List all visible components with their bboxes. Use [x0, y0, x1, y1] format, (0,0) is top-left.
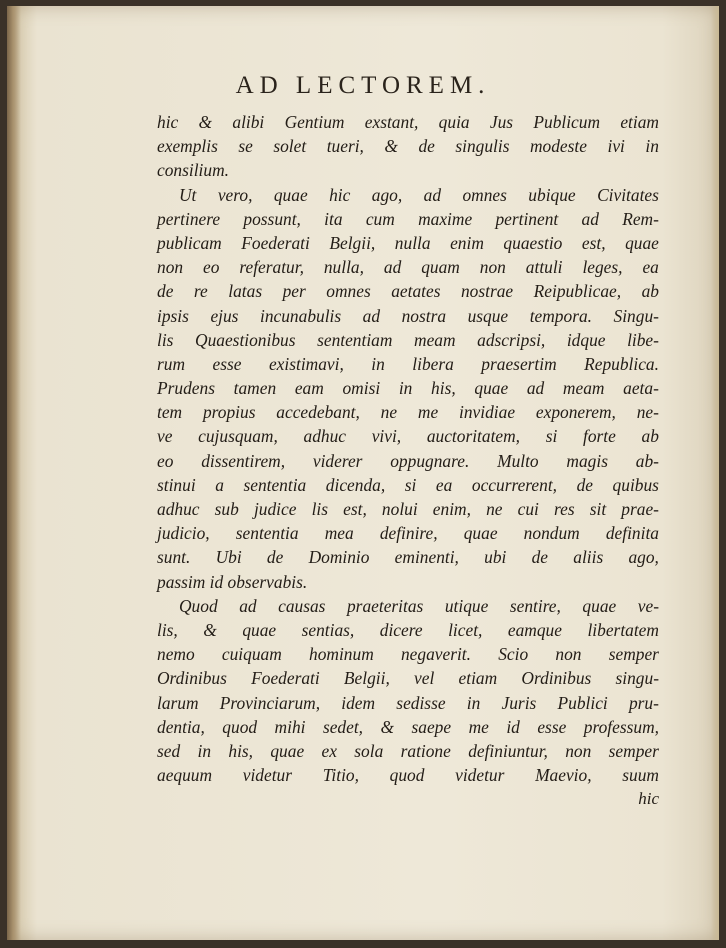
word: maxime: [418, 208, 473, 229]
word: nulla: [394, 232, 431, 253]
word: re: [193, 281, 208, 302]
word: hic: [329, 184, 351, 205]
word: Scio: [498, 644, 529, 665]
catchword: hic: [638, 789, 659, 809]
word: in: [371, 353, 385, 374]
word: adhuc: [303, 426, 347, 447]
word: sunt.: [157, 547, 191, 568]
page-edge: [711, 6, 719, 940]
word: ad: [362, 305, 381, 326]
word: sentire,: [509, 595, 561, 616]
word: esse: [537, 716, 567, 737]
word: etiam: [620, 112, 659, 132]
word: mihi: [274, 716, 306, 737]
word: videtur: [242, 765, 293, 786]
text-line: [157, 255, 659, 279]
word: quae: [463, 523, 498, 544]
text-line: [157, 424, 659, 448]
word: attuli: [525, 257, 563, 278]
word: cui: [517, 499, 539, 519]
word: ex: [321, 740, 337, 761]
word: causas: [278, 595, 326, 616]
word: de: [157, 281, 174, 302]
word: definiuntur,: [468, 740, 548, 761]
text-line: [157, 473, 659, 497]
word: res: [554, 499, 575, 519]
word: est,: [343, 499, 367, 519]
word: sed: [157, 740, 181, 761]
word: oppugnare.: [390, 450, 470, 471]
text-line: [157, 207, 659, 231]
word: modeste: [529, 136, 587, 157]
word: &: [380, 716, 395, 737]
text-line: [157, 376, 659, 400]
word: &: [384, 136, 398, 157]
word: sententia: [235, 523, 299, 544]
word: est,: [581, 232, 606, 253]
word: ratione: [400, 740, 451, 761]
word: nemo: [157, 644, 195, 665]
text-line: [157, 594, 659, 618]
word: Belgii,: [343, 668, 390, 689]
word: sit: [589, 499, 607, 519]
word: existimavi,: [268, 353, 344, 374]
text-line: [157, 618, 659, 642]
word: magis: [566, 450, 608, 471]
word: ubi: [484, 547, 507, 568]
word: singulis: [455, 136, 510, 157]
body-text: [157, 110, 659, 811]
word: Jus: [489, 112, 514, 132]
word: ab-: [635, 450, 659, 471]
word: ejus: [210, 305, 239, 326]
word: exponerem,: [535, 402, 616, 423]
word: Prudens: [157, 378, 215, 399]
word: larum: [157, 692, 199, 713]
word: sententiam: [317, 329, 393, 350]
word: licet,: [448, 619, 483, 640]
word: se: [238, 136, 253, 157]
text-line: [157, 279, 659, 303]
word: cujusquam,: [198, 426, 278, 447]
word: ea: [435, 474, 453, 495]
word: libera: [412, 353, 454, 374]
word: ad: [581, 208, 599, 229]
word: hominum: [309, 644, 374, 665]
word: ad: [383, 257, 402, 278]
word: si: [545, 426, 558, 447]
word: nulla,: [323, 257, 364, 278]
word: ita: [324, 208, 343, 229]
word: pertinent: [495, 208, 559, 229]
word: meam: [414, 329, 456, 350]
word: omisi: [342, 378, 381, 399]
text-line: [157, 545, 659, 569]
word: nostra: [401, 305, 447, 326]
word: possunt,: [243, 208, 301, 229]
word: praeteritas: [346, 595, 424, 616]
word: judicio,: [157, 523, 210, 544]
text-line: [157, 449, 659, 473]
word: ne: [486, 499, 503, 519]
word: stinui: [157, 474, 196, 495]
text-line: [157, 304, 659, 328]
word: dicere: [379, 619, 423, 640]
word: non: [479, 257, 506, 278]
word: utique: [444, 595, 489, 616]
word: eamque: [507, 619, 562, 640]
text-line: [157, 691, 659, 715]
book-page: [7, 6, 719, 940]
word: enim,: [432, 499, 471, 519]
word: his,: [431, 378, 456, 399]
word: Belgii,: [329, 232, 376, 253]
word: sub: [214, 499, 239, 519]
word: Multo: [497, 450, 539, 471]
word: nostrae: [460, 281, 514, 302]
word: sedisse: [396, 692, 446, 713]
word: negaverit.: [400, 644, 471, 665]
text-line: [157, 521, 659, 545]
word: ea: [642, 257, 659, 278]
word: quae: [582, 595, 617, 616]
word: omnes: [462, 184, 507, 205]
word: videtur: [455, 765, 505, 786]
word: Maevio,: [535, 765, 592, 786]
word: referatur,: [239, 257, 304, 278]
word: semper: [608, 740, 659, 761]
word: per: [282, 281, 306, 302]
word: suum: [622, 765, 659, 786]
word: latas: [228, 281, 263, 302]
word: Quaestionibus: [195, 329, 296, 350]
word: sola: [354, 740, 384, 761]
word: in: [645, 136, 659, 157]
word: idque: [566, 329, 606, 350]
word: Rem-: [622, 208, 659, 229]
word: lis,: [157, 619, 178, 640]
word: viderer: [312, 450, 363, 471]
word: auctoritatem,: [426, 426, 521, 447]
text-line: [157, 183, 659, 207]
word: eo: [203, 257, 220, 278]
word: saepe: [411, 716, 452, 737]
word: ne-: [636, 402, 659, 423]
word: quod: [389, 765, 425, 786]
word: judice: [253, 499, 297, 519]
word: adhuc: [157, 499, 200, 519]
word: cum: [365, 208, 395, 229]
word: quaestio: [503, 232, 563, 253]
word: Titio,: [322, 765, 359, 786]
word: Dominio: [308, 547, 370, 568]
word: Juris: [501, 692, 537, 713]
word: professum,: [583, 716, 659, 737]
word: Publici: [557, 692, 608, 713]
word: in: [398, 378, 413, 399]
word: Quod: [179, 595, 218, 616]
word: ne: [380, 402, 398, 423]
word: dissentirem,: [201, 450, 286, 471]
word: in: [466, 692, 481, 713]
word: tem: [157, 402, 183, 423]
word: his,: [228, 740, 254, 761]
word: lis: [311, 499, 328, 519]
word: aetates: [391, 281, 441, 302]
word: Reipublicae,: [533, 281, 622, 302]
word: quae: [270, 740, 305, 761]
word: vel: [414, 668, 435, 689]
word: de: [418, 136, 435, 157]
word: vivi,: [371, 426, 402, 447]
word: alibi: [232, 112, 265, 132]
word: exstant,: [364, 112, 419, 132]
word: leges,: [582, 257, 623, 278]
word: ipsis: [157, 305, 189, 326]
word: de: [531, 547, 549, 568]
word: adscripsi,: [477, 329, 546, 350]
word: incunabulis: [259, 305, 342, 326]
word: Publicum: [533, 112, 601, 132]
word: id: [506, 716, 520, 737]
text-line: [157, 763, 659, 787]
word: Ordinibus: [521, 668, 592, 689]
word: definita: [605, 523, 659, 544]
word: dicenda,: [325, 474, 386, 495]
word: dentia,: [157, 716, 205, 737]
word: aequum: [157, 765, 213, 786]
word: meam: [562, 378, 605, 399]
text-line: [157, 400, 659, 424]
word: quae: [474, 378, 509, 399]
word: ve-: [637, 595, 659, 616]
word: Singu-: [613, 305, 659, 326]
word: sententia: [243, 474, 307, 495]
word: ad: [526, 378, 545, 399]
word: quia: [438, 112, 470, 132]
word: accedebant,: [276, 402, 360, 423]
text-line: [157, 328, 659, 352]
word: singu-: [615, 668, 659, 689]
word: etiam: [458, 668, 498, 689]
word: Foederati: [241, 232, 310, 253]
word: praesertim: [481, 353, 557, 374]
text-line: [157, 110, 659, 134]
word: eam: [294, 378, 324, 399]
word: quae: [273, 184, 308, 205]
word: pru-: [628, 692, 659, 713]
word: libertatem: [587, 619, 659, 640]
word: non: [157, 257, 184, 278]
word: ivi: [607, 136, 625, 157]
word: idem: [341, 692, 376, 713]
word: vero,: [217, 184, 253, 205]
word: usque: [467, 305, 509, 326]
word: semper: [608, 644, 659, 665]
word: libe-: [627, 329, 659, 350]
word: invidiae: [459, 402, 516, 423]
word: esse: [212, 353, 242, 374]
word: eminenti,: [394, 547, 459, 568]
word: quae: [625, 232, 659, 253]
word: Ordinibus: [157, 668, 227, 689]
text-line: [157, 231, 659, 255]
word: ago,: [628, 547, 659, 568]
word: Civitates: [597, 184, 659, 205]
word: non: [555, 644, 582, 665]
word: quod: [222, 716, 258, 737]
word: si: [404, 474, 417, 495]
text-line: [157, 134, 659, 158]
word: me: [417, 402, 439, 423]
word: ve: [157, 426, 173, 447]
word: quibus: [612, 474, 659, 495]
word: de: [266, 547, 284, 568]
word: sentias,: [301, 619, 355, 640]
word: ago,: [371, 184, 403, 205]
word: solet: [273, 136, 307, 157]
word: Ubi: [215, 547, 242, 568]
word: me: [468, 716, 489, 737]
word: aeta-: [623, 378, 659, 399]
text-line: [157, 739, 659, 763]
word: tempora.: [529, 305, 592, 326]
word: aliis: [573, 547, 604, 568]
word: occurrerent,: [471, 474, 558, 495]
text-line: [157, 715, 659, 739]
word: de: [576, 474, 593, 495]
word: Gentium: [284, 112, 345, 132]
word: ab: [641, 281, 659, 302]
word: ad: [423, 184, 442, 205]
word: tamen: [233, 378, 277, 399]
word: enim: [450, 232, 484, 253]
text-line: consilium.: [157, 160, 229, 181]
page-gutter: [7, 6, 21, 940]
word: cuiquam: [221, 644, 282, 665]
word: quam: [421, 257, 460, 278]
word: Republica.: [584, 353, 659, 374]
word: omnes: [326, 281, 371, 302]
text-line: [157, 497, 659, 521]
word: hic: [157, 112, 179, 132]
word: propius: [202, 402, 256, 423]
word: prae-: [621, 499, 659, 519]
word: Ut: [179, 184, 197, 205]
text-line: [157, 666, 659, 690]
word: definire,: [379, 523, 438, 544]
word: Foederati: [251, 668, 320, 689]
word: nolui: [381, 499, 418, 519]
word: publicam: [157, 232, 222, 253]
word: quae: [242, 619, 277, 640]
text-line: passim id observabis.: [157, 571, 308, 592]
word: pertinere: [157, 208, 221, 229]
text-line: [157, 352, 659, 376]
word: forte: [583, 426, 616, 447]
word: tueri,: [326, 136, 364, 157]
word: rum: [157, 353, 186, 374]
word: &: [203, 619, 217, 640]
word: ubique: [528, 184, 576, 205]
word: &: [198, 112, 213, 132]
word: a: [215, 474, 224, 495]
word: Provinciarum,: [219, 692, 321, 713]
word: non: [565, 740, 592, 761]
word: in: [197, 740, 212, 761]
word: sedet,: [322, 716, 364, 737]
word: mea: [324, 523, 354, 544]
word: exemplis: [157, 136, 218, 157]
word: ad: [239, 595, 257, 616]
word: nondum: [523, 523, 580, 544]
text-line: [157, 642, 659, 666]
running-header: AD LECTOREM.: [235, 72, 491, 99]
word: eo: [157, 450, 174, 471]
word: ab: [641, 426, 659, 447]
word: lis: [157, 329, 174, 350]
